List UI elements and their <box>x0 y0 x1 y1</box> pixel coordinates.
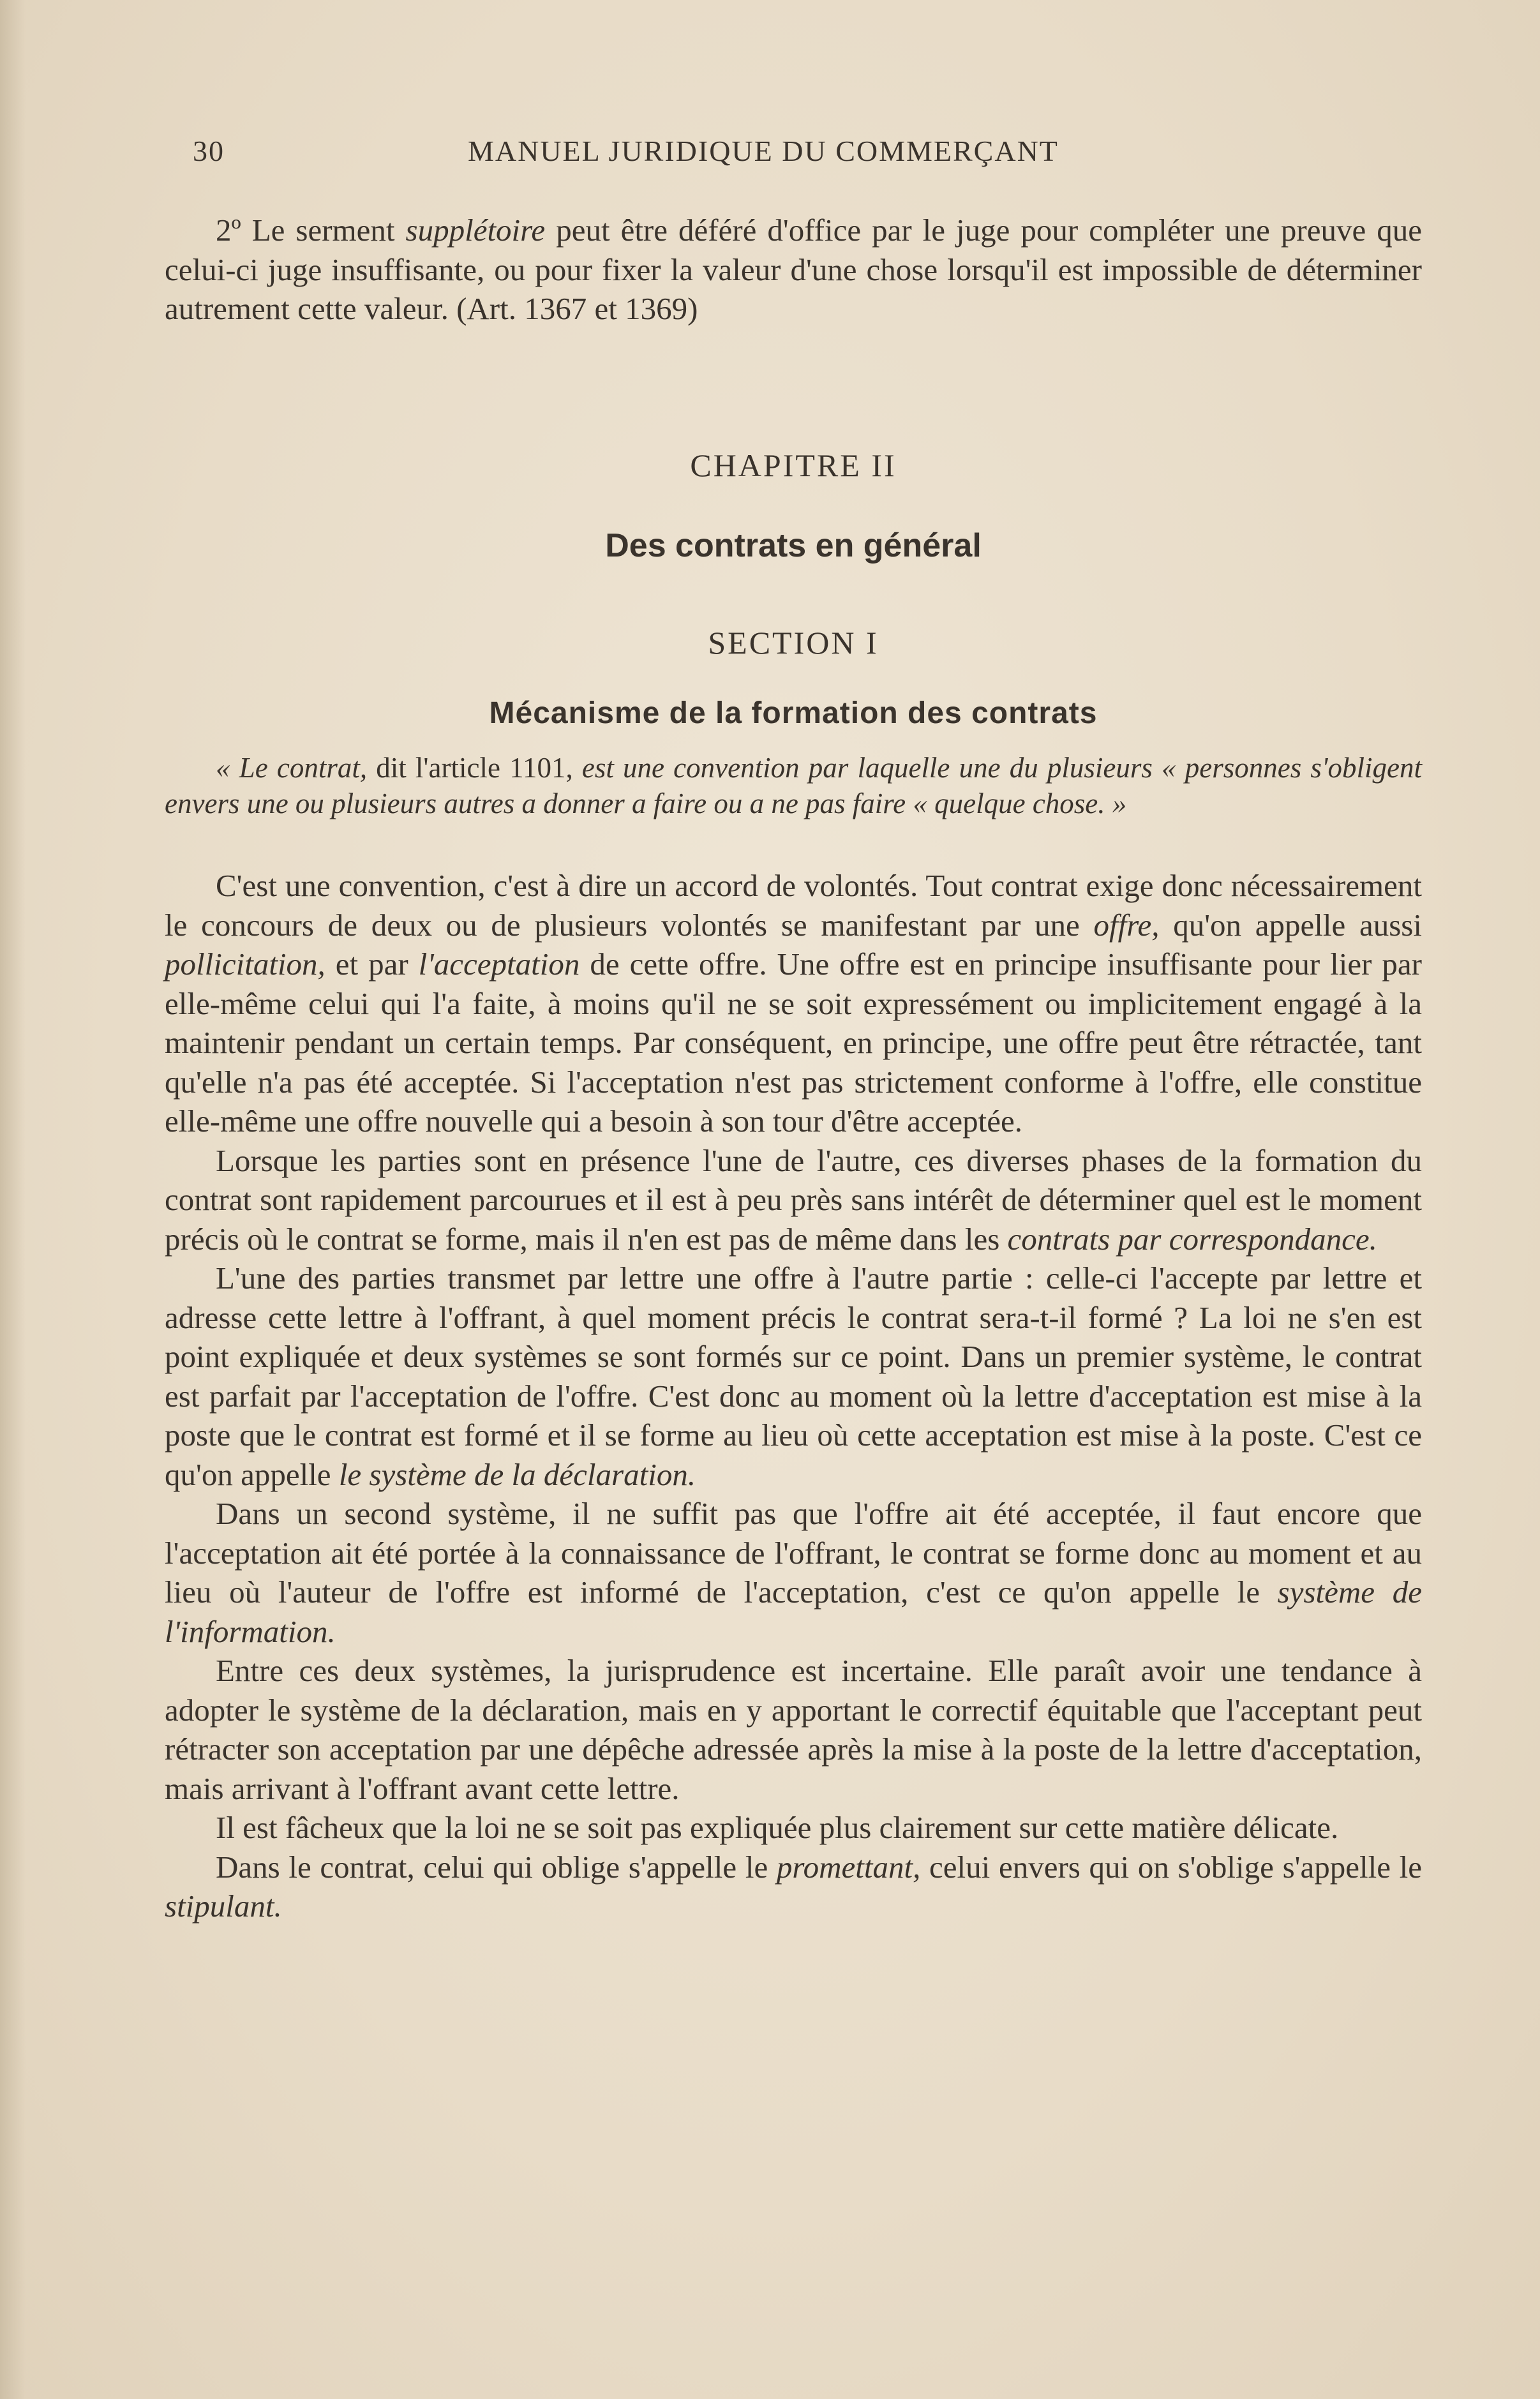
p7-text: Dans le contrat, celui qui oblige s'appelle le <box>216 1849 777 1885</box>
p1-text-3: et par <box>325 946 419 982</box>
section-label: SECTION I <box>708 625 879 661</box>
p1-text-4: de cette offre. Une offre est en principe insuffisante pour lier par elle-même celui qui l'a faite, à moins qu'il ne se soit expressément ou implicitement engagé à la maintenir pendant un certain temps. Par conséquent, en principe, une offre peut être rétractée, tant qu'elle n'a pas été acceptée. Si l'acceptation n'est pas strictement conforme à l'offre, elle constitue elle-même une offre nouvelle qui a besoin à son tour d'être acceptée. <box>165 946 1422 1139</box>
paragraph-7 <box>165 1848 1422 1926</box>
p1-term-offre: offre, <box>1093 907 1160 943</box>
p1-term-acceptation: l'acceptation <box>418 946 580 982</box>
quote-text: est une convention par laquelle une du plusieurs « personnes s'obligent envers une ou plusieurs autres a donner a faire ou a ne pas faire « quelque chose. <box>165 752 1422 819</box>
intro-text: 2º Le serment <box>216 213 406 248</box>
p2-term: contrats par correspondance. <box>1007 1221 1377 1257</box>
paragraph-2 <box>165 1141 1422 1259</box>
p3-text: L'une des parties transmet par lettre une offre à l'autre partie : celle-ci l'accepte par lettre et adresse cette lettre à l'offrant, à quel moment précis le contrat sera-t-il formé ? La loi ne s'en est point expliquée et deux systèmes se sont formés sur ce point. Dans un premier système, le contrat est parfait par l'acceptation de l'offre. C'est donc au moment où la lettre d'acceptation est mise à la poste que le contrat est formé et il se forme au lieu où cette acceptation est mise à la poste. C'est ce qu'on appelle <box>165 1260 1422 1492</box>
paragraph-4 <box>165 1494 1422 1651</box>
p6-text: Il est fâcheux que la loi ne se soit pas expliquée plus clairement sur cette matière délicate. <box>216 1810 1339 1845</box>
paragraph-1 <box>165 866 1422 1141</box>
p7-term-stipulant: stipulant. <box>165 1888 282 1924</box>
page-gutter-shadow <box>0 0 26 2399</box>
article-quote <box>165 750 1422 821</box>
article-quote-block <box>165 750 1422 821</box>
quote-mark: « <box>216 752 239 784</box>
p4-text: Dans un second système, il ne suffit pas que l'offre ait été acceptée, il faut encore que l'acceptation ait été portée à la connaissance de l'offrant, le contrat se forme donc au moment et au lieu où l'auteur de l'offre est informé de l'acceptation, c'est ce qu'on appelle le <box>165 1496 1422 1610</box>
paragraph-5 <box>165 1651 1422 1808</box>
page-content <box>165 0 1422 2399</box>
paragraph-6 <box>165 1808 1422 1848</box>
quote-attribution: dit l'article 1101, <box>367 752 582 784</box>
p3-term: le système de la déclaration. <box>338 1456 696 1492</box>
intro-text-rest: peut être déféré d'office par le juge pour compléter une preuve que celui-ci juge insuffisante, ou pour fixer la valeur d'une chose lorsqu'il est impossible de déterminer autrement cette valeur. (Art. 1367 et 1369) <box>165 213 1422 326</box>
quote-mark-close: » <box>1105 788 1127 819</box>
p7-term-promettant: promettant, <box>776 1849 921 1885</box>
paragraph-3 <box>165 1259 1422 1494</box>
quote-term: Le contrat, <box>239 752 368 784</box>
chapter-label: CHAPITRE II <box>690 447 897 483</box>
p1-term-pollicitation: pollicitation, <box>165 946 325 982</box>
intro-italic-term: supplétoire <box>405 213 546 248</box>
p5-text: Entre ces deux systèmes, la jurisprudence est incertaine. Elle paraît avoir une tendance à adopter le système de la déclaration, mais en y apportant le correctif équitable que l'acceptant peut rétracter son acceptation par une dépêche adressée après la mise à la poste de la lettre d'acceptation, mais arrivant à l'offrant avant cette lettre. <box>165 1653 1422 1806</box>
body-text <box>165 866 1422 1926</box>
p7-text-2: celui envers qui on s'oblige s'appelle le <box>920 1849 1423 1885</box>
intro-paragraph-block <box>165 211 1422 329</box>
p2-text: Lorsque les parties sont en présence l'une de l'autre, ces diverses phases de la formation du contrat sont rapidement parcourues et il est à peu près sans intérêt de déterminer quel est le moment précis où le contrat se forme, mais il n'en est pas de même dans les <box>165 1142 1422 1257</box>
page-number: 30 <box>193 135 225 167</box>
chapter-title: Des contrats en général <box>605 527 982 564</box>
p1-text: C'est une convention, c'est à dire un accord de volontés. Tout contrat exige donc nécessairement le concours de deux ou de plusieurs volontés se manifestant par une <box>165 868 1422 943</box>
p1-text-2: qu'on appelle aussi <box>1159 907 1422 943</box>
p4-term: système de l'information. <box>165 1574 1422 1649</box>
intro-paragraph <box>165 211 1422 329</box>
running-title: MANUEL JURIDIQUE DU COMMERÇANT <box>468 135 1059 167</box>
section-title: Mécanisme de la formation des contrats <box>489 696 1098 730</box>
